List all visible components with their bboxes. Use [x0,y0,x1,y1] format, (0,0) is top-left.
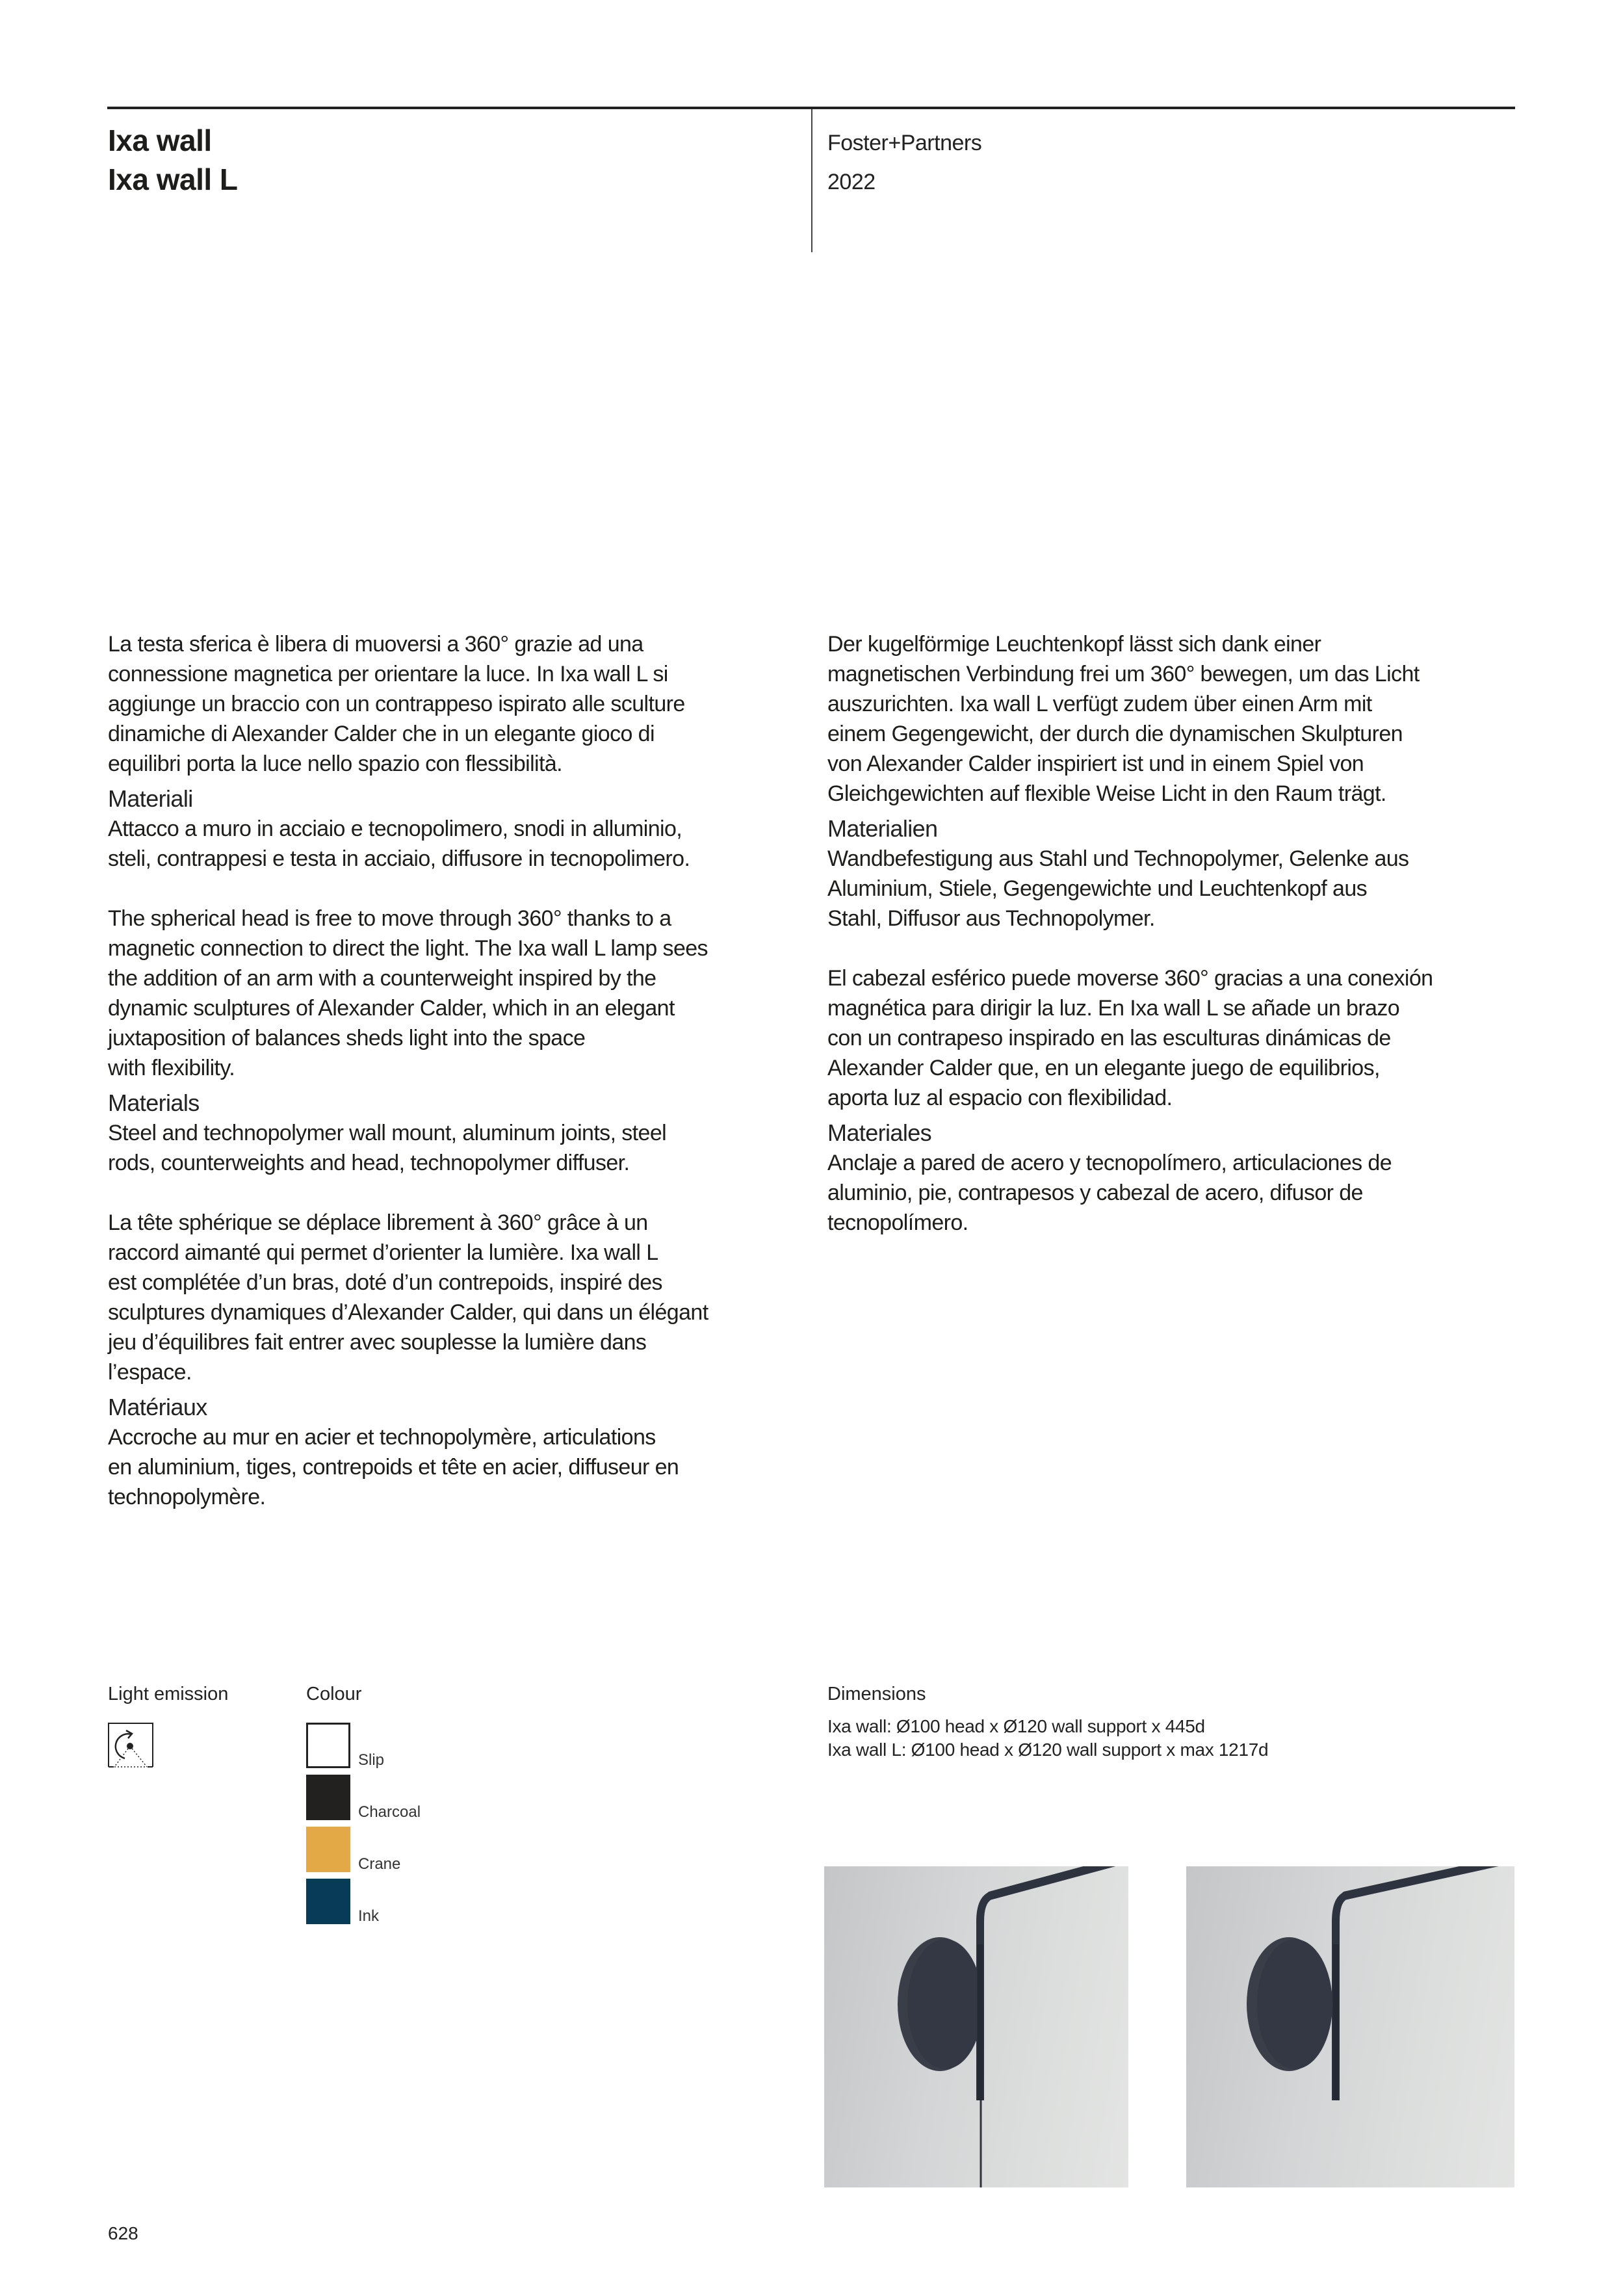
materials-line: rods, counterweights and head, technopolymer diffuser. [108,1151,630,1175]
materials-line: technopolymère. [108,1485,266,1509]
paragraph-line: aggiunge un braccio con un contrappeso ispirato alle sculture [108,692,685,716]
description-column-left [108,629,797,1512]
paragraph-line: Der kugelförmige Leuchtenkopf lässt sich dank einer [827,632,1321,657]
materials-text [108,1118,797,1178]
paragraph-line: magnética para dirigir la luz. En Ixa wall L se añade un brazo [827,996,1400,1021]
page-number: 628 [108,2223,138,2243]
paragraph-line: einem Gegengewicht, der durch die dynamischen Skulpturen [827,722,1403,746]
colour-option-ink [306,1879,501,1931]
description-paragraph [108,904,797,1083]
design-year: 2022 [827,170,876,194]
paragraph-line: Gleichgewichten auf flexible Weise Licht in den Raum trägt. [827,781,1386,806]
paragraph-line: magnetic connection to direct the light. The Ixa wall L lamp sees [108,936,708,961]
description-block-es [827,963,1516,1238]
materials-heading: Materiali [108,785,193,812]
colour-name: Ink [358,1907,380,1925]
product-photo-without-cable [1186,1866,1514,2187]
colour-name: Crane [358,1855,401,1873]
materials-line: Accroche au mur en acier et technopolymère, articulations [108,1425,656,1450]
paragraph-line: equilibri porta la luce nello spazio con flessibilità. [108,751,562,776]
paragraph-line: La testa sferica è libera di muoversi a 360° grazie ad una [108,632,643,657]
rotating-head-light-emission-icon [108,1723,153,1768]
materials-line: Attacco a muro in acciaio e tecnopolimero, snodi in alluminio, [108,816,682,841]
materials-line: en aluminium, tiges, contrepoids et tête en acier, diffuseur en [108,1455,679,1480]
paragraph-line: dinamiche di Alexander Calder che in un elegante gioco di [108,722,655,746]
paragraph-line: l’espace. [108,1360,192,1385]
paragraph-line: El cabezal esférico puede moverse 360° gracias a una conexión [827,966,1433,991]
paragraph-line: con un contrapeso inspirado en las esculturas dinámicas de [827,1026,1391,1050]
description-block-en [108,904,797,1178]
light-emission-label: Light emission [108,1684,229,1704]
description-paragraph [827,963,1516,1113]
colour-option-slip [306,1723,501,1775]
product-title-block [108,121,238,199]
product-title-variant: Ixa wall L [108,163,238,196]
paragraph-line: magnetischen Verbindung frei um 360° bewegen, um das Licht [827,662,1420,686]
header-divider [811,109,812,252]
paragraph-line: sculptures dynamiques d’Alexander Calder, qui dans un élégant [108,1300,708,1325]
materials-line: steli, contrappesi e testa in acciaio, diffusore in tecnopolimero. [108,846,690,871]
paragraph-line: juxtaposition of balances sheds light into the space [108,1026,586,1050]
paragraph-line: dynamic sculptures of Alexander Calder, which in an elegant [108,996,675,1021]
colour-swatch [306,1775,350,1820]
paragraph-line: aporta luz al espacio con flexibilidad. [827,1086,1173,1110]
materials-text [827,844,1516,933]
materials-text [827,1148,1516,1238]
paragraph-line: von Alexander Calder inspiriert ist und in einem Spiel von [827,751,1364,776]
materials-heading: Materiales [827,1119,932,1146]
materials-heading: Materials [108,1089,200,1116]
colour-swatch-list [306,1723,501,1931]
colour-label: Colour [306,1684,362,1704]
description-paragraph [827,629,1516,809]
paragraph-line: connessione magnetica per orientare la luce. In Ixa wall L si [108,662,668,686]
colour-swatch [306,1827,350,1872]
paragraph-line: auszurichten. Ixa wall L verfügt zudem über einen Arm mit [827,692,1372,716]
paragraph-line: jeu d’équilibres fait entrer avec souplesse la lumière dans [108,1330,647,1355]
colour-swatch [306,1723,350,1768]
materials-heading: Matériaux [108,1394,207,1420]
materials-line: tecnopolímero. [827,1210,968,1235]
paragraph-line: the addition of an arm with a counterweight inspired by the [108,966,656,991]
dimensions-list [827,1715,1268,1762]
materials-line: Steel and technopolymer wall mount, aluminum joints, steel [108,1121,667,1145]
designer-name: Foster+Partners [827,131,982,155]
materials-line: Wandbefestigung aus Stahl und Technopolymer, Gelenke aus [827,846,1409,871]
colour-swatch [306,1879,350,1924]
materials-heading: Materialien [827,815,938,842]
description-block-it [108,629,797,874]
colour-option-charcoal [306,1775,501,1827]
product-title: Ixa wall [108,124,212,157]
paragraph-line: The spherical head is free to move through 360° thanks to a [108,906,671,931]
dimensions-label: Dimensions [827,1684,926,1704]
materials-text [108,1422,797,1512]
paragraph-line: Alexander Calder que, en un elegante juego de equilibrios, [827,1056,1380,1080]
materials-text [108,814,797,874]
paragraph-line: raccord aimanté qui permet d’orienter la lumière. Ixa wall L [108,1240,658,1265]
description-block-de [827,629,1516,933]
description-paragraph [108,1208,797,1387]
description-column-right [827,629,1516,1238]
materials-line: Aluminium, Stiele, Gegengewichte und Leuchtenkopf aus [827,876,1368,901]
description-paragraph [108,629,797,779]
paragraph-line: est complétée d’un bras, doté d’un contrepoids, inspiré des [108,1270,662,1295]
materials-line: Stahl, Diffusor aus Technopolymer. [827,906,1155,931]
dimensions-line-ixa-wall-l: Ixa wall L: Ø100 head x Ø120 wall support x max 1217d [827,1740,1269,1760]
colour-option-crane [306,1827,501,1879]
product-meta [827,124,981,202]
product-photo-with-cable [824,1866,1128,2187]
materials-line: aluminio, pie, contrapesos y cabezal de acero, difusor de [827,1181,1363,1205]
paragraph-line: La tête sphérique se déplace librement à 360° grâce à un [108,1210,648,1235]
description-block-fr [108,1208,797,1512]
paragraph-line: with flexibility. [108,1056,235,1080]
dimensions-line-ixa-wall: Ixa wall: Ø100 head x Ø120 wall support x 445d [827,1716,1205,1736]
materials-line: Anclaje a pared de acero y tecnopolímero, articulaciones de [827,1151,1392,1175]
colour-name: Charcoal [358,1803,421,1821]
colour-name: Slip [358,1751,385,1769]
